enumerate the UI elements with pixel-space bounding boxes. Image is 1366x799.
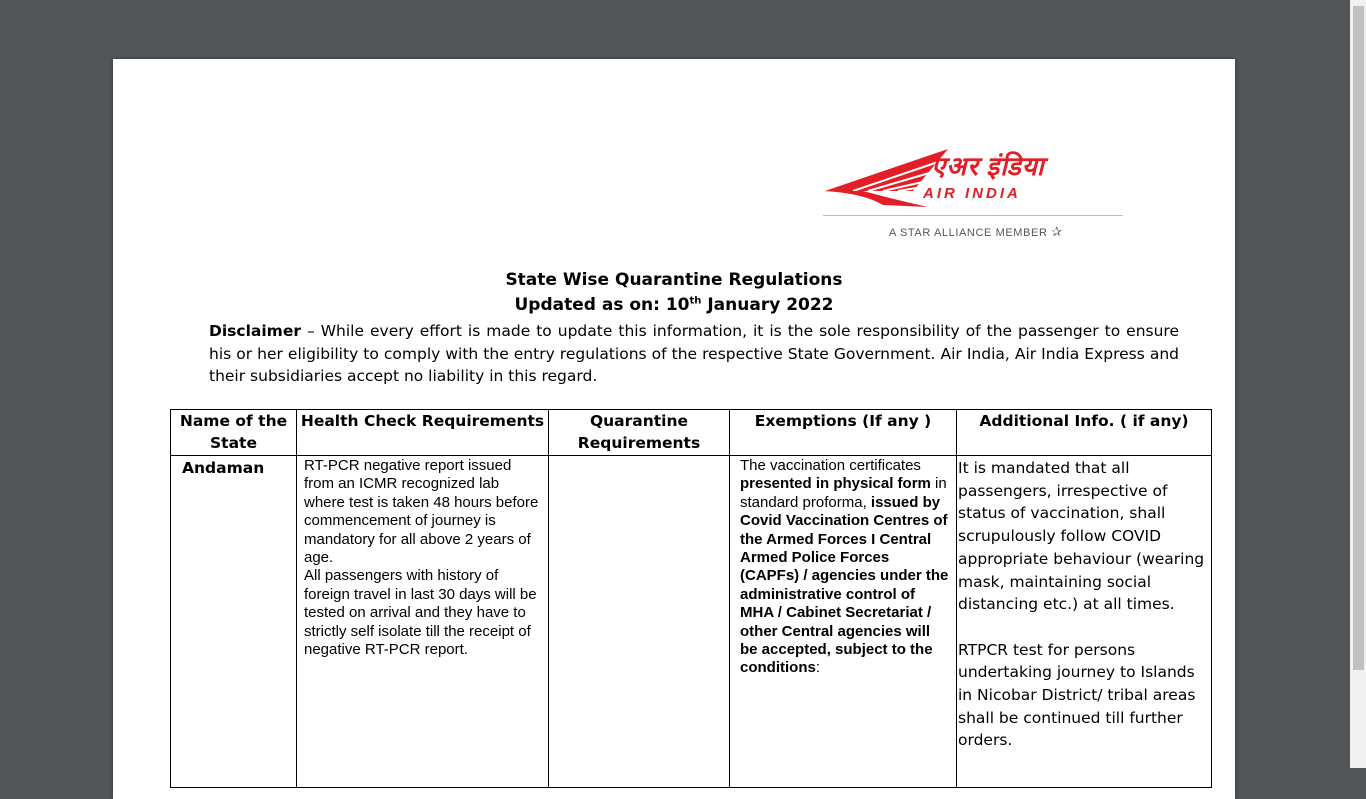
info-text-2: RTPCR test for persons undertaking journey to Islands in Nicobar District/ tribal areas shall be continued till further orders. (958, 640, 1196, 750)
header-state: Name of the State (171, 410, 297, 456)
star-alliance-tagline (889, 224, 1063, 240)
updated-suffix: January 2022 (701, 295, 834, 315)
header-additional: Additional Info. ( if any) (957, 410, 1212, 456)
exempt-e: : (815, 659, 820, 677)
header-quarantine: Quarantine Requirements (549, 410, 730, 456)
info-text-1: It is mandated that all passengers, irrespective of status of vaccination, shall scrupulously follow COVID appropriate behaviour (wearing mask, maintaining social distancing etc.) at all times. (958, 459, 1205, 614)
health-text-1: RT-PCR negative report issued from an ICMR recognized lab where test is taken 48 hours before commencement of journey is mandatory for all above 2 years of age. (304, 457, 539, 567)
quarantine-table (170, 409, 1212, 788)
exempt-d: issued by Covid Vaccination Centres of the Armed Forces I Central Armed Police Forces (CAPFs) / agencies under the administrative control of MHA / Cabinet Secretariat / other Central agencies will be accepted, subject to the conditions (740, 493, 949, 677)
header-health: Health Check Requirements (297, 410, 549, 456)
logo-divider (823, 215, 1123, 216)
table-header-row (171, 410, 1212, 456)
table-row (171, 456, 1212, 788)
scrollbar-thumb[interactable] (1353, 6, 1364, 670)
info-spacer (958, 616, 1209, 639)
updated-date (113, 295, 1235, 315)
header-exemptions: Exemptions (If any ) (730, 410, 957, 456)
logo-hindi-text: एअर इंडिया (931, 152, 1045, 181)
disclaimer-text: – While every effort is made to update this information, it is the sole responsibility of the passenger to ensure his or her eligibility to comply with the entry regulations of the respective State Government. Air India, Air India Express and their subsidiaries accept no liability in this regard. (209, 322, 1179, 385)
additional-info (957, 456, 1212, 788)
disclaimer (209, 320, 1179, 388)
exemptions (730, 456, 957, 788)
health-text-2: All passengers with history of foreign travel in last 30 days will be tested on arrival and they have to strictly self isolate till the receipt of negative RT-PCR report. (304, 567, 537, 659)
health-requirements (297, 456, 549, 788)
page-title: State Wise Quarantine Regulations (505, 270, 843, 290)
tagline-text: A STAR ALLIANCE MEMBER (889, 227, 1048, 239)
document-page (113, 59, 1235, 799)
star-alliance-icon: ✰ (1051, 224, 1063, 239)
state-name: Andaman (171, 456, 297, 788)
disclaimer-label: Disclaimer (209, 322, 301, 340)
exempt-a: The vaccination certificates (740, 457, 921, 474)
logo-english-text: AIR INDIA (923, 185, 1021, 202)
updated-prefix: Updated as on: 10 (514, 295, 690, 315)
air-india-logo (823, 147, 1133, 242)
updated-sup: th (689, 295, 702, 307)
exempt-c: in standard proforma, (740, 475, 947, 511)
exempt-b: presented in physical form (740, 475, 931, 493)
vertical-scrollbar[interactable] (1350, 0, 1366, 768)
quarantine-requirements (549, 456, 730, 788)
